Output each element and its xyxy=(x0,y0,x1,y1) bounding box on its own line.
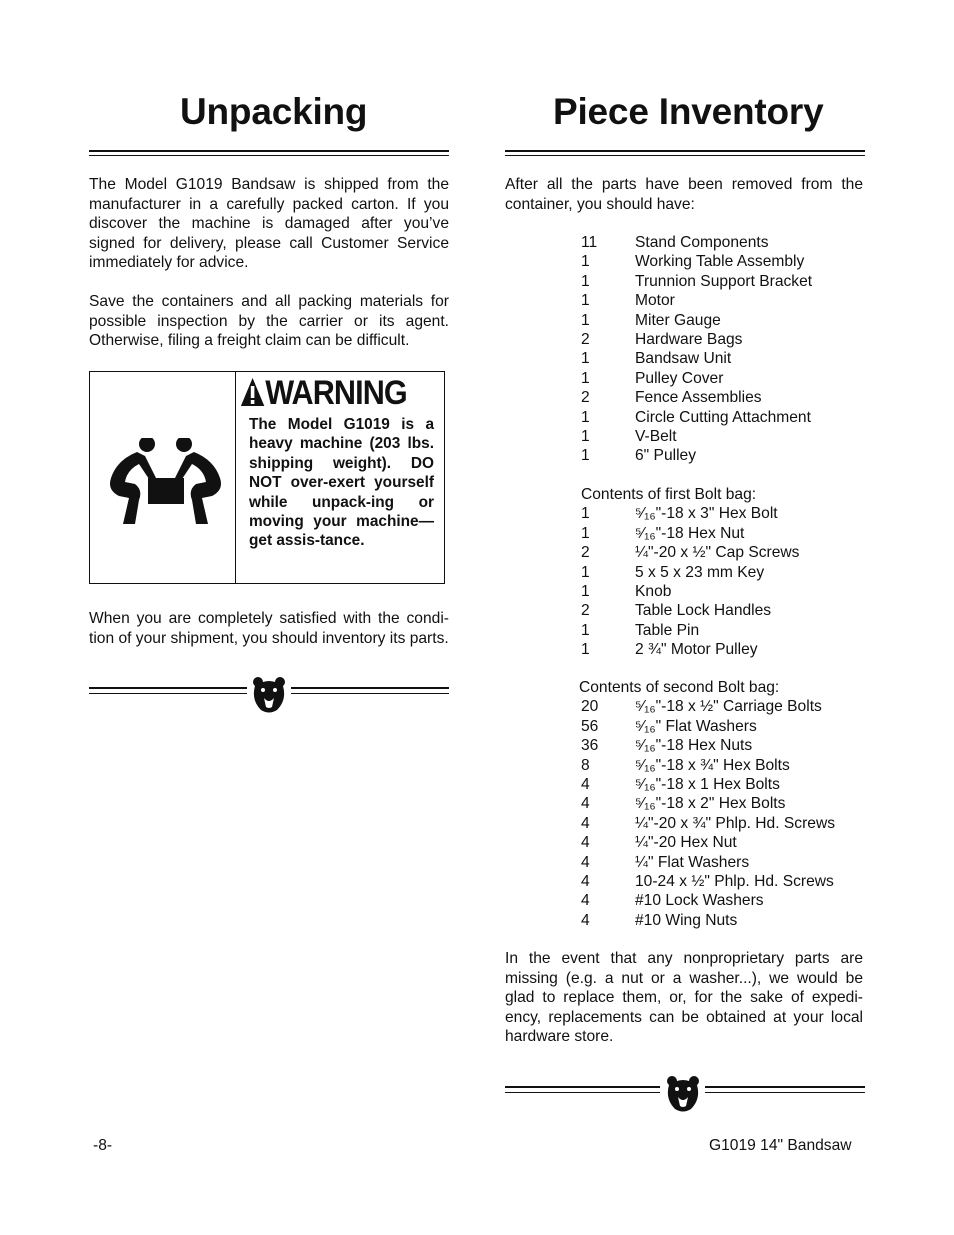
inventory-item xyxy=(581,427,812,446)
inventory-item xyxy=(579,872,835,891)
unpacking-paragraph-1: The Model G1019 Bandsaw is shipped from the manufacturer in a carefully packed carton. If you discover the machine is damaged after you’ve signed for delivery, please call Customer Service immediately for advice. xyxy=(89,176,449,271)
item-quantity: 1 xyxy=(581,408,590,426)
inventory-item xyxy=(581,640,799,659)
bear-logo-icon xyxy=(251,674,287,714)
inventory-item xyxy=(579,911,835,930)
item-name: Circle Cutting Attachment xyxy=(635,408,811,426)
item-quantity: 4 xyxy=(581,834,590,852)
item-quantity: 1 xyxy=(581,350,590,368)
inventory-item xyxy=(579,736,835,755)
inventory-item xyxy=(579,756,835,775)
item-quantity: 1 xyxy=(581,447,590,465)
inventory-closing: In the event that any nonproprietary parts are missing (e.g. a nut or a washer...), we would be glad to replace them, or, for the sake of expedi-ency, replacements can be obtained at your local hardware store. xyxy=(505,950,863,1045)
warning-triangle-icon xyxy=(240,377,265,407)
item-name: #10 Wing Nuts xyxy=(635,911,738,929)
inventory-item xyxy=(581,446,812,465)
item-quantity: 4 xyxy=(581,873,590,891)
item-quantity: 4 xyxy=(581,814,590,832)
warning-heading-text: WARNING xyxy=(265,374,407,412)
inventory-item xyxy=(581,233,812,252)
item-name: Trunnion Support Bracket xyxy=(635,272,813,290)
item-quantity: 2 xyxy=(581,331,590,349)
item-name: ⁵⁄₁₆"-18 x ¾" Hex Bolts xyxy=(635,756,790,774)
item-name: ⁵⁄₁₆"-18 x 1 Hex Bolts xyxy=(635,776,780,794)
item-name: ⁵⁄₁₆"-18 Hex Nuts xyxy=(635,737,753,755)
section-end-divider-right xyxy=(505,1073,865,1113)
divider-line xyxy=(291,687,449,694)
item-name: ⁵⁄₁₆" Flat Washers xyxy=(635,717,757,735)
bag-heading: Contents of second Bolt bag: xyxy=(579,679,780,696)
inventory-item xyxy=(579,794,835,813)
inventory-item xyxy=(579,833,835,852)
item-quantity: 1 xyxy=(581,524,590,542)
item-name: Motor xyxy=(635,292,675,310)
inventory-item xyxy=(581,621,799,640)
item-quantity: 56 xyxy=(581,717,599,735)
item-name: Hardware Bags xyxy=(635,331,743,349)
inventory-item xyxy=(581,543,799,562)
item-quantity: 1 xyxy=(581,369,590,387)
item-name: Stand Components xyxy=(635,234,769,251)
divider-line xyxy=(505,1086,660,1093)
inventory-item xyxy=(581,582,799,601)
two-person-lift-icon xyxy=(103,438,228,528)
item-quantity: 1 xyxy=(581,583,590,601)
inventory-item xyxy=(579,697,835,716)
item-name: 6" Pulley xyxy=(635,447,697,465)
item-name: ⁵⁄₁₆"-18 Hex Nut xyxy=(635,524,745,542)
item-name: Fence Assemblies xyxy=(635,389,762,407)
item-quantity: 11 xyxy=(581,234,598,251)
item-name: ⁵⁄₁₆"-18 x 3" Hex Bolt xyxy=(635,505,778,523)
item-quantity: 2 xyxy=(581,389,590,407)
inventory-item xyxy=(581,272,812,291)
item-quantity: 36 xyxy=(581,737,599,755)
warning-divider xyxy=(235,372,236,583)
item-quantity: 1 xyxy=(581,505,590,523)
item-name: Working Table Assembly xyxy=(635,253,805,271)
item-name: Knob xyxy=(635,583,672,601)
item-quantity: 2 xyxy=(581,602,590,620)
item-quantity: 4 xyxy=(581,911,590,929)
item-name: ¼"-20 x ½" Cap Screws xyxy=(635,544,800,562)
item-name: Miter Gauge xyxy=(635,311,721,329)
item-quantity: 2 xyxy=(581,544,590,562)
item-name: ¼"-20 Hex Nut xyxy=(635,834,737,852)
inventory-item xyxy=(581,369,812,388)
inventory-item xyxy=(581,388,812,407)
item-name: V-Belt xyxy=(635,428,677,446)
inventory-bag2-list xyxy=(579,678,835,930)
item-name: ⁵⁄₁₆"-18 x ½" Carriage Bolts xyxy=(635,698,822,716)
bear-logo-icon xyxy=(665,1073,701,1113)
inventory-item xyxy=(581,601,799,620)
item-name: Table Pin xyxy=(635,621,700,639)
inventory-item xyxy=(579,891,835,910)
divider-line xyxy=(705,1086,865,1093)
warning-box xyxy=(89,371,445,584)
inventory-item xyxy=(579,814,835,833)
item-name: Pulley Cover xyxy=(635,369,724,387)
divider-line xyxy=(89,687,247,694)
item-name: ¼"-20 x ¾" Phlp. Hd. Screws xyxy=(635,814,836,832)
item-name: Table Lock Handles xyxy=(635,602,772,620)
title-rule-right xyxy=(505,150,865,156)
item-quantity: 1 xyxy=(581,641,590,659)
inventory-item xyxy=(579,717,835,736)
item-quantity: 1 xyxy=(581,311,590,329)
item-quantity: 1 xyxy=(581,428,590,446)
item-name: 10-24 x ½" Phlp. Hd. Screws xyxy=(635,873,834,891)
bag-heading: Contents of first Bolt bag: xyxy=(581,486,757,503)
item-name: Bandsaw Unit xyxy=(635,350,732,368)
item-name: 5 x 5 x 23 mm Key xyxy=(635,563,765,581)
item-name: ⁵⁄₁₆"-18 x 2" Hex Bolts xyxy=(635,795,786,813)
unpacking-title: Unpacking xyxy=(180,91,368,132)
warning-heading xyxy=(240,374,407,413)
inventory-intro: After all the parts have been removed from the container, you should have: xyxy=(505,176,863,213)
item-name: 2 ¾" Motor Pulley xyxy=(635,641,758,659)
inventory-item xyxy=(581,330,812,349)
inventory-item xyxy=(581,524,799,543)
item-quantity: 1 xyxy=(581,621,590,639)
inventory-item xyxy=(581,504,799,523)
item-quantity: 8 xyxy=(581,756,590,774)
title-rule-left xyxy=(89,150,449,156)
item-quantity: 1 xyxy=(581,292,590,310)
item-quantity: 4 xyxy=(581,892,590,910)
item-quantity: 1 xyxy=(581,253,590,271)
item-quantity: 1 xyxy=(581,272,590,290)
inventory-item xyxy=(581,408,812,427)
piece-inventory-title: Piece Inventory xyxy=(553,91,824,132)
item-quantity: 4 xyxy=(581,853,590,871)
inventory-item xyxy=(579,775,835,794)
page-number: -8- xyxy=(93,1137,113,1154)
item-quantity: 4 xyxy=(581,776,590,794)
unpacking-paragraph-2: Save the containers and all packing materials for possible inspection by the carrier or its agent. Otherwise, filing a freight claim can be difficult. xyxy=(89,293,449,349)
inventory-bag1-list xyxy=(581,485,799,660)
inventory-item xyxy=(579,853,835,872)
item-quantity: 4 xyxy=(581,795,590,813)
inventory-item xyxy=(581,311,812,330)
inventory-item xyxy=(581,291,812,310)
inventory-item xyxy=(581,252,812,271)
item-quantity: 1 xyxy=(581,563,590,581)
warning-text: The Model G1019 is a heavy machine (203 lbs. shipping weight). DO NOT over-exert yourself while unpack-ing or moving your machine—get assis-tance. xyxy=(249,416,434,550)
section-end-divider-left xyxy=(89,674,449,714)
item-name: #10 Lock Washers xyxy=(635,892,764,910)
inventory-main-list xyxy=(581,233,812,466)
inventory-item xyxy=(581,563,799,582)
footer-model: G1019 14" Bandsaw xyxy=(709,1137,852,1154)
item-quantity: 20 xyxy=(581,698,599,716)
unpacking-paragraph-3: When you are completely satisfied with the condi-tion of your shipment, you should inventory its parts. xyxy=(89,610,449,647)
inventory-item xyxy=(581,349,812,368)
item-name: ¼" Flat Washers xyxy=(635,853,750,871)
